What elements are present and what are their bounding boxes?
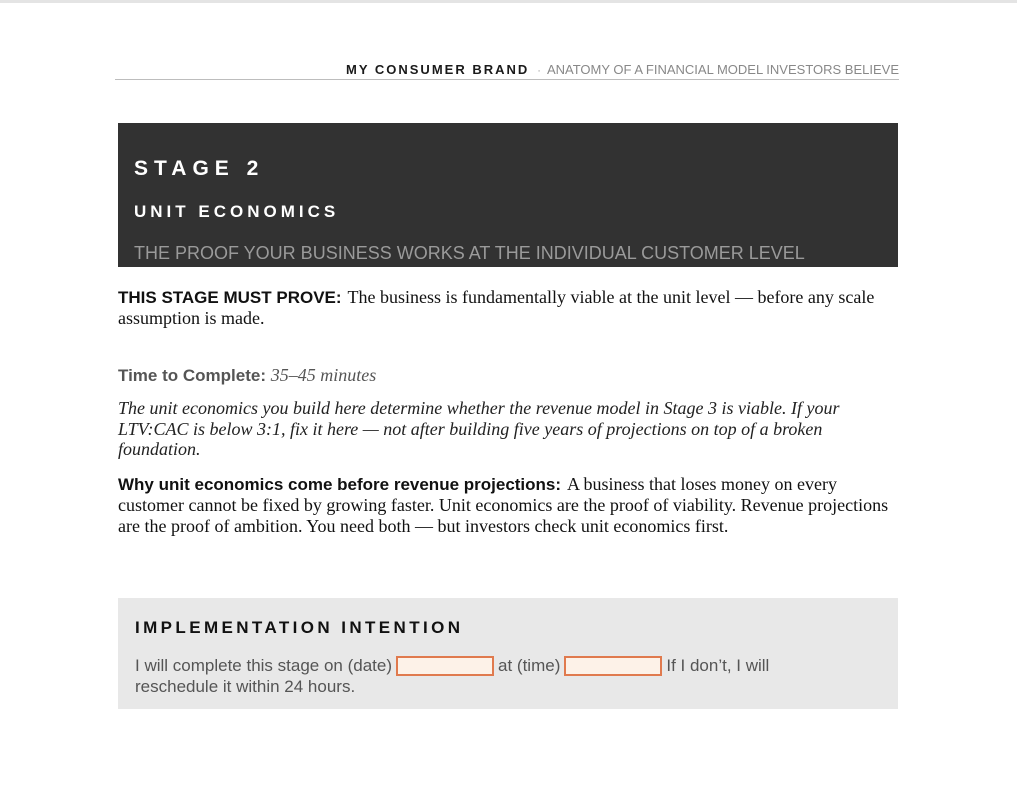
- stage-banner: [118, 123, 898, 267]
- running-header: [115, 62, 899, 80]
- italic-note: The unit economics you build here determine whether the revenue model in Stage 3 is viable. If your LTV:CAC is below 3:1, fix it here — not after building five years of projections on top of a broken foundation.: [118, 398, 840, 459]
- intention-text-after: If I don’t, I will reschedule it within 24 hours.: [135, 656, 770, 696]
- intention-body: [135, 655, 835, 697]
- stage-title: UNIT ECONOMICS: [134, 202, 340, 221]
- time-to-complete: [118, 364, 898, 387]
- document-subtitle: ANATOMY OF A FINANCIAL MODEL INVESTORS BELIEVE: [546, 62, 899, 77]
- time-label: Time to Complete:: [118, 366, 266, 385]
- stage-tagline: THE PROOF YOUR BUSINESS WORKS AT THE INDIVIDUAL CUSTOMER LEVEL: [134, 243, 805, 263]
- brand-name: MY CONSUMER BRAND: [346, 62, 530, 77]
- intention-text-time: at (time): [498, 656, 561, 675]
- top-divider: [0, 0, 1017, 3]
- why-paragraph: [118, 474, 898, 537]
- time-value: 35–45 minutes: [270, 365, 377, 385]
- stage-label: STAGE 2: [134, 157, 265, 180]
- intention-title: IMPLEMENTATION INTENTION: [135, 618, 464, 637]
- why-label: Why unit economics come before revenue projections:: [118, 475, 562, 494]
- date-field[interactable]: [396, 656, 494, 676]
- stage-must-prove: [118, 287, 898, 329]
- implementation-intention-box: [118, 598, 898, 709]
- intention-text-date: I will complete this stage on (date): [135, 656, 393, 675]
- header-separator: ·: [537, 65, 541, 77]
- prove-text: The business is fundamentally viable at the unit level — before any scale assumption is made.: [118, 287, 875, 328]
- time-field[interactable]: [564, 656, 662, 676]
- prove-label: THIS STAGE MUST PROVE:: [118, 288, 342, 307]
- why-text: A business that loses money on every customer cannot be fixed by growing faster. Unit economics are the proof of viability. Revenue projections are the proof of ambition. You need both — but investors check unit economics first.: [118, 474, 889, 536]
